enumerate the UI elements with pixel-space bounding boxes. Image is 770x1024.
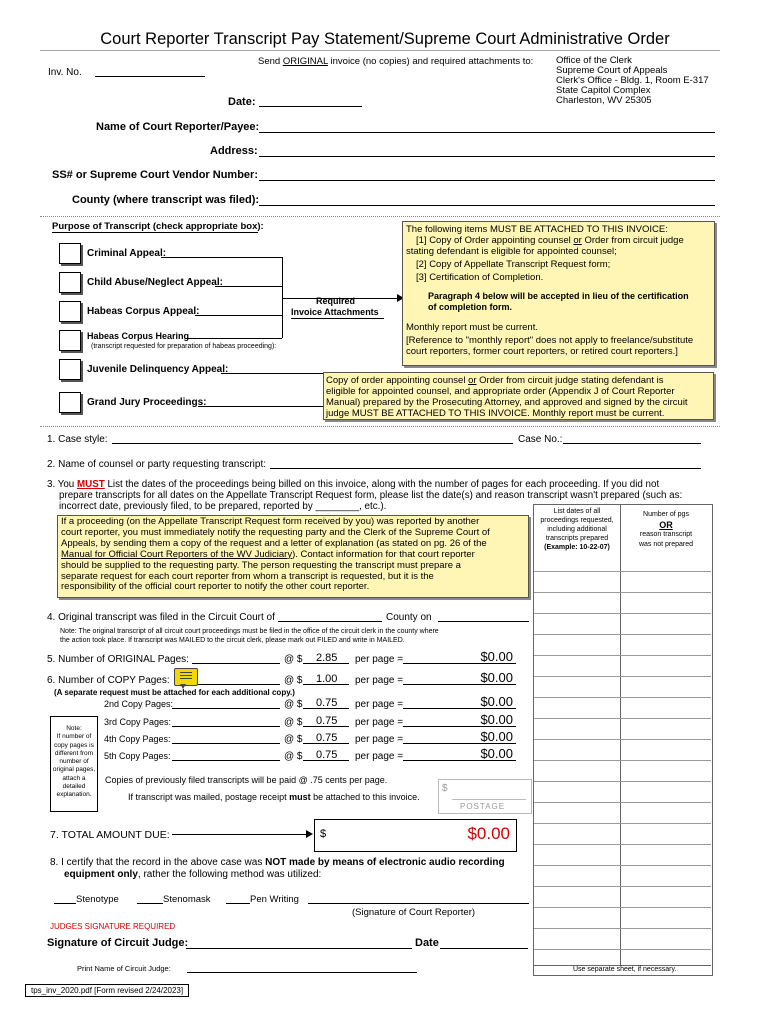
case-style-field[interactable] (112, 443, 513, 444)
child-abuse-label: Child Abuse/Neglect Appeal: (87, 277, 223, 288)
copy-row-amount: $0.00 (480, 694, 513, 709)
copy-row-rate: 0.75 (316, 715, 338, 727)
title-rule (40, 50, 720, 51)
copy-row-rate-underline (303, 743, 349, 744)
copy-row-pages-field[interactable] (172, 743, 280, 744)
copy-row-at: @ $ (284, 699, 303, 710)
dates-header: List dates of all proceedings requested, including additional transcripts prepared (Example: 10-22-07) (540, 508, 614, 551)
copy-row-at: @ $ (284, 734, 303, 745)
habeas-hearing-note: (transcript requested for preparation of habeas proceeding): (91, 343, 277, 350)
clerk-address: Office of the Clerk Supreme Court of Appeals Clerk's Office - Bldg. 1, Room E-317 State Capitol Complex Charleston, WV 25305 (556, 55, 709, 106)
copy-pages-side-note: Note: If number of copy pages is different from number of original pages, attach a detailed explanation. (50, 716, 98, 812)
copy-row-amount: $0.00 (480, 729, 513, 744)
pen-writing-field[interactable] (226, 903, 250, 904)
copy-row-pages-field[interactable] (172, 708, 280, 709)
vendor-number-label: SS# or Supreme Court Vendor Number: (52, 169, 258, 181)
original-amount: $0.00 (480, 649, 513, 664)
copy-row-rate-underline (303, 760, 349, 761)
judge-date-label: Date (415, 937, 439, 949)
copy-per: per page = (355, 675, 404, 686)
copy-row-rate: 0.75 (316, 732, 338, 744)
original-per: per page = (355, 654, 404, 665)
mailed-note: If transcript was mailed, postage receipt must be attached to this invoice. (128, 792, 420, 802)
inv-no-field[interactable] (95, 76, 205, 77)
county-on-label: County on (386, 612, 432, 623)
date-field[interactable] (259, 106, 362, 107)
habeas-leader (195, 315, 282, 316)
copy-at: @ $ (284, 675, 303, 686)
copy-row-label: 5th Copy Pages: (104, 751, 171, 761)
certify-text: 8. I certify that the record in the above case was NOT made by means of electronic audio recording equipment only, rather the following method was utilized: (50, 857, 505, 880)
original-pages-field[interactable] (192, 663, 280, 664)
juvenile-leader (221, 373, 324, 374)
habeas-hearing-label: Habeas Corpus Hearing (87, 331, 190, 341)
arrow-right-icon (306, 830, 313, 838)
county-label: County (where transcript was filed): (72, 194, 260, 206)
grand-jury-text: Copy of order appointing counsel or Order from circuit judge stating defendant is eligible for appointed counsel, and appropriate order (Appendix J of Court Reporter Manual) prepared by the Prosecuting Attorney, and approved and signed by the circuit judge MUST BE ATTACHED TO THIS INVOICE. Monthly report must be current. (326, 375, 688, 419)
postage-label: POSTAGE (460, 802, 506, 811)
copy-rate-underline (303, 684, 349, 685)
copy-row-rate: 0.75 (316, 749, 338, 761)
child-abuse-checkbox[interactable] (59, 272, 81, 293)
copy-row-label: 2nd Copy Pages: (104, 699, 174, 709)
judge-signature-field[interactable] (186, 948, 412, 949)
page-title: Court Reporter Transcript Pay Statement/Supreme Court Administrative Order (100, 30, 670, 48)
filed-date-field[interactable] (438, 621, 529, 622)
copy-row-pages-field[interactable] (172, 726, 280, 727)
copy-row-per: per page = (355, 734, 404, 745)
case-no-field[interactable] (563, 443, 701, 444)
judges-signature-required: JUDGES SIGNATURE REQUIRED (50, 922, 176, 931)
previously-filed-note: Copies of previously filed transcripts will be paid @ .75 cents per page. (105, 775, 388, 785)
pages-header: Number of pgs OR reason transcript was not prepared (638, 511, 694, 548)
dates-footer-note: Use separate sheet, if necessary. (573, 966, 677, 973)
criminal-appeal-checkbox[interactable] (59, 243, 81, 264)
habeas-appeal-checkbox[interactable] (59, 301, 81, 322)
child-leader (215, 286, 282, 287)
copy-row-amount: $0.00 (480, 746, 513, 761)
stenotype-field[interactable] (54, 903, 76, 904)
vendor-number-field[interactable] (259, 180, 715, 181)
total-arrow-line (172, 834, 308, 835)
print-name-field[interactable] (187, 972, 417, 973)
copy-row-label: 4th Copy Pages: (104, 734, 171, 744)
send-instructions: Send ORIGINAL invoice (no copies) and required attachments to: (258, 56, 534, 67)
total-amount: $0.00 (467, 824, 510, 843)
copy-amount: $0.00 (480, 670, 513, 685)
county-field[interactable] (259, 205, 715, 206)
total-label: 7. TOTAL AMOUNT DUE: (50, 829, 170, 841)
postage-line (452, 799, 526, 800)
attachments-text: The following items MUST BE ATTACHED TO THIS INVOICE: [1] Copy of Order appointing counsel or Order from circuit judge stating defendant is eligible for appointed counsel; [2] Copy of Appellate Transcript Request form; [3] Certification of Completion. Paragraph 4 below will be accepted in lieu of the certification of completion form. Monthly report must be current. [Reference to "monthly report" does not apply to freelance/substitute court reporters, former court reporters, or retired court reporters.] (406, 224, 694, 357)
grand-jury-label: Grand Jury Proceedings: (87, 397, 207, 408)
original-filed-label: 4. Original transcript was filed in the Circuit Court of (47, 612, 275, 623)
habeas-hearing-leader (186, 338, 282, 339)
filing-note: Note: The original transcript of all circuit court proceedings must be filed in the office of the circuit clerk in the county where the action took place. If transcript was MAILED to the circuit clerk, please mark out FILED and write in MAILED. (60, 628, 439, 644)
copy-row-rate-underline (303, 708, 349, 709)
reporter-signature-label: (Signature of Court Reporter) (352, 907, 476, 918)
case-no-label: Case No.: (518, 434, 563, 445)
total-dollar: $ (320, 828, 327, 840)
payee-field[interactable] (259, 132, 715, 133)
copy-row-per: per page = (355, 751, 404, 762)
judge-signature-label: Signature of Circuit Judge: (47, 937, 189, 949)
copy-row-per: per page = (355, 699, 404, 710)
copy-row-rate: 0.75 (316, 697, 338, 709)
comment-icon[interactable] (174, 668, 198, 686)
copy-pages-label: 6. Number of COPY Pages: (47, 675, 170, 686)
copy-pages-field[interactable] (192, 684, 280, 685)
juvenile-checkbox[interactable] (59, 359, 81, 380)
address-field[interactable] (259, 156, 715, 157)
copy-row-pages-field[interactable] (172, 760, 280, 761)
stenotype-label: Stenotype (76, 894, 119, 905)
purpose-heading: Purpose of Transcript (check appropriate box): (52, 221, 264, 232)
stenomask-field[interactable] (137, 903, 163, 904)
section-divider (40, 216, 720, 217)
counsel-field[interactable] (270, 468, 701, 469)
copy-row-at: @ $ (284, 717, 303, 728)
circuit-court-field[interactable] (278, 621, 382, 622)
date-label: Date: (228, 96, 256, 108)
purpose-heading-underline (52, 232, 258, 233)
grand-jury-checkbox[interactable] (59, 392, 81, 413)
criminal-appeal-label: Criminal Appeal: (87, 248, 167, 259)
dates-rows[interactable] (534, 551, 711, 965)
counsel-label: 2. Name of counsel or party requesting transcript: (47, 459, 266, 470)
juvenile-label: Juvenile Delinquency Appeal: (87, 364, 229, 375)
criminal-leader (161, 257, 282, 258)
required-label-2: Invoice Attachments (291, 307, 379, 317)
payee-label: Name of Court Reporter/Payee: (96, 121, 260, 133)
habeas-hearing-checkbox[interactable] (59, 330, 81, 351)
copy-row-label: 3rd Copy Pages: (104, 717, 172, 727)
original-rate: 2.85 (316, 652, 338, 664)
address-label: Address: (210, 145, 258, 157)
copy-row-amount: $0.00 (480, 712, 513, 727)
stenomask-label: Stenomask (163, 894, 211, 905)
section-divider-2 (40, 426, 720, 427)
other-reporter-text: If a proceeding (on the Appellate Transcript Request form received by you) was reported by another court reporter, you must immediately notify the requesting party and the Clerk of the Supreme Court of Appeals, by sending them a copy of the request and a letter of explanation (as stated on pg. 26 of the Manual for Official Court Reporters of the WV Judiciary). Contact information for that court reporter should be supplied to the requesting party. The person requesting the transcript must prepare a separate request for each court reporter from whom a transcript is requested, but it is the responsibility of the official court reporter to notify the other court reporter. (61, 516, 490, 593)
judge-date-field[interactable] (440, 948, 528, 949)
required-label: Required (316, 296, 356, 306)
item3-text: 3. You MUST List the dates of the proceedings being billed on this invoice, along with the number of pages for each proceeding. If you did not prepare transcripts for all dates on the Appellate Transcript Request form, please list the date(s) and reason transcript wasn't prepared (such as: incorrect date, previously filed, to be prepared, reported by ________, etc.). (47, 479, 683, 512)
habeas-appeal-label: Habeas Corpus Appeal: (87, 306, 200, 317)
grand-jury-leader (198, 406, 324, 407)
original-rate-underline (303, 663, 349, 664)
copy-row-at: @ $ (284, 751, 303, 762)
required-underline (291, 318, 384, 319)
separate-request-note: (A separate request must be attached for each additional copy.) (54, 688, 295, 697)
reporter-signature-field[interactable] (308, 903, 529, 904)
original-at: @ $ (284, 654, 303, 665)
inv-no-label: Inv. No. (48, 67, 82, 78)
case-style-label: 1. Case style: (47, 434, 108, 445)
copy-row-rate-underline (303, 726, 349, 727)
form-footer: tps_inv_2020.pdf [Form revised 2/24/2023] (25, 984, 189, 997)
copy-rate: 1.00 (316, 673, 338, 685)
postage-dollar: $ (442, 783, 448, 794)
pen-writing-label: Pen Writing (250, 894, 299, 905)
print-name-label: Print Name of Circuit Judge: (77, 964, 171, 973)
copy-row-per: per page = (355, 717, 404, 728)
original-pages-label: 5. Number of ORIGINAL Pages: (47, 654, 189, 665)
